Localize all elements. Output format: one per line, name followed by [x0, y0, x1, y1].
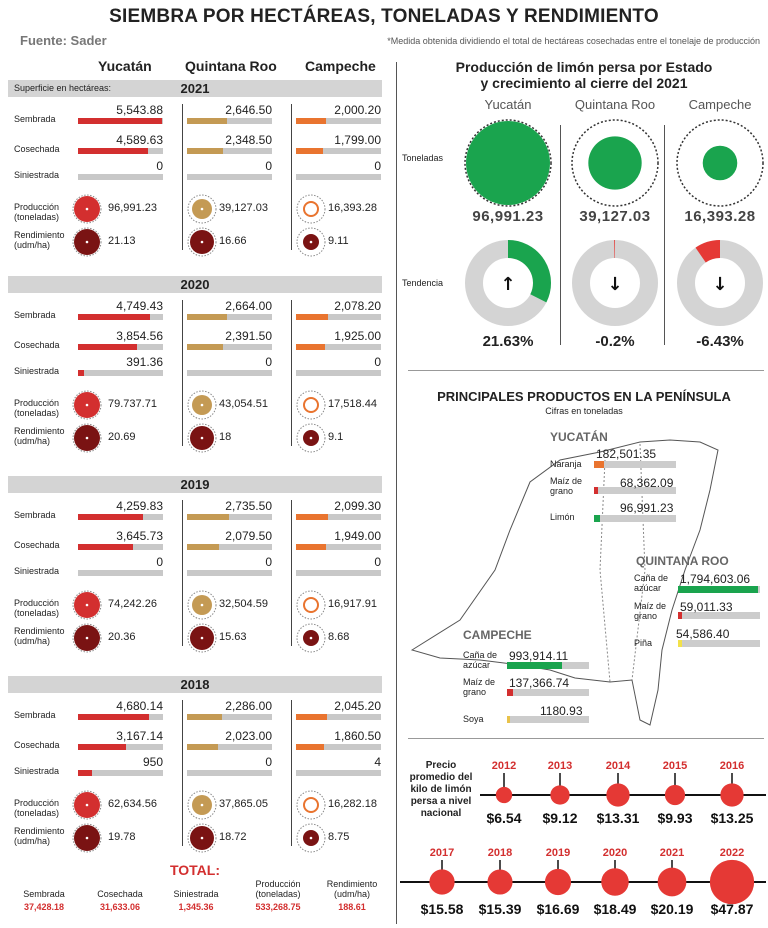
value-rendimiento-quintana-roo: 15.63 — [219, 631, 247, 643]
circle-icons-campeche — [296, 790, 326, 854]
row-label-produccion-unit: (toneladas) — [14, 212, 60, 222]
product-value: 54,586.40 — [676, 627, 730, 641]
bar-cosechada-yucatan — [78, 544, 133, 550]
region-name: CAMPECHE — [463, 628, 532, 642]
column-divider — [182, 300, 183, 446]
price-title-line1: Precio — [425, 760, 457, 771]
total-label: Producción (toneladas) — [255, 879, 301, 899]
column-divider — [182, 700, 183, 846]
price-year-label: 2014 — [605, 760, 631, 772]
bar-siniestrada-yucatan — [78, 370, 84, 376]
price-year-label: 2020 — [602, 847, 628, 859]
row-label-siniestrada: Siniestrada — [14, 766, 60, 776]
value-sembrada-quintana-roo: 2,286.00 — [225, 699, 272, 713]
rendimiento-dot — [86, 837, 89, 840]
center-divider — [396, 62, 397, 924]
price-year-label: 2022 — [719, 847, 745, 859]
circle-icons-quintana-roo — [187, 590, 217, 654]
price-title-line5: nacional — [420, 808, 462, 819]
total-label: Rendimiento (udm/ha) — [326, 879, 378, 899]
value-rendimiento-campeche: 8.68 — [328, 631, 350, 643]
produccion-dot — [310, 604, 313, 607]
value-siniestrada-campeche: 0 — [374, 555, 381, 569]
value-sembrada-quintana-roo: 2,735.50 — [225, 499, 272, 513]
rendimiento-dot — [86, 241, 89, 244]
year-header-bar — [8, 80, 382, 97]
price-year-label: 2017 — [429, 847, 455, 859]
year-label: 2021 — [180, 81, 210, 96]
production-title-line2: y crecimiento al cierre del 2021 — [480, 75, 688, 91]
price-value-label: $13.25 — [710, 810, 754, 826]
tendencia-campeche: -6.43% — [696, 333, 744, 350]
state-label-campeche: Campeche — [688, 97, 752, 112]
bar-sembrada-campeche — [296, 118, 326, 124]
price-value-label: $13.31 — [596, 810, 640, 826]
bar-track — [296, 570, 381, 576]
price-year-label: 2015 — [662, 760, 688, 772]
price-year-label: 2013 — [547, 760, 573, 772]
column-divider — [291, 500, 292, 646]
bar-cosechada-yucatan — [78, 148, 148, 154]
bar-cosechada-campeche — [296, 744, 324, 750]
row-label-produccion-unit: (toneladas) — [14, 608, 60, 618]
row-label-sembrada: Sembrada — [14, 310, 56, 320]
circle-icons-yucatan — [72, 790, 102, 854]
bar-cosechada-campeche — [296, 544, 326, 550]
bar-cosechada-campeche — [296, 344, 325, 350]
row-label-rendimiento: Rendimiento — [14, 230, 65, 240]
tendencia-arrow-quintana-roo: ↓ — [607, 274, 623, 295]
production-circles-chart — [400, 118, 768, 348]
value-cosechada-quintana-roo: 2,391.50 — [225, 329, 272, 343]
toneladas-campeche: 16,393.28 — [684, 208, 756, 225]
state-label-quintana-roo: Quintana Roo — [574, 97, 656, 112]
rendimiento-dot — [310, 837, 313, 840]
bar-sembrada-quintana-roo — [187, 714, 222, 720]
price-title-line4: persa a nivel — [410, 796, 472, 807]
row-label-rendimiento: Rendimiento — [14, 826, 65, 836]
right-separator-1 — [408, 370, 764, 371]
product-label: Soya — [463, 714, 484, 724]
price-value-label: $47.87 — [710, 901, 754, 917]
product-bar — [594, 515, 600, 522]
row-label-cosechada: Cosechada — [14, 144, 60, 154]
value-siniestrada-quintana-roo: 0 — [265, 355, 272, 369]
column-divider — [182, 104, 183, 250]
year-header-bar — [8, 676, 382, 693]
surface-label: Superficie en hectáreas: — [14, 83, 112, 93]
price-title-line3: kilo de limón — [410, 784, 472, 795]
bar-sembrada-campeche — [296, 714, 327, 720]
tendencia-yucatan: 21.63% — [482, 333, 534, 350]
row-label-cosechada: Cosechada — [14, 340, 60, 350]
row-label-sembrada: Sembrada — [14, 510, 56, 520]
value-sembrada-yucatan: 4,259.83 — [116, 499, 163, 513]
rendimiento-dot — [201, 837, 204, 840]
bar-track — [78, 370, 163, 376]
value-sembrada-quintana-roo: 2,664.00 — [225, 299, 272, 313]
value-produccion-quintana-roo: 43,054.51 — [219, 398, 268, 410]
value-sembrada-quintana-roo: 2,646.50 — [225, 103, 272, 117]
circle-icons-yucatan — [72, 590, 102, 654]
value-cosechada-yucatan: 3,167.14 — [116, 729, 163, 743]
rendimiento-dot — [86, 437, 89, 440]
bar-sembrada-quintana-roo — [187, 514, 229, 520]
tendencia-arrow-campeche: ↓ — [712, 274, 728, 295]
product-label: Caña de azúcar — [634, 573, 669, 593]
total-value: 31,633.06 — [99, 902, 141, 912]
bar-track — [187, 770, 272, 776]
price-timeline-chart — [400, 745, 768, 925]
col-header-yucatan: Yucatán — [98, 58, 152, 74]
product-bar-track — [594, 461, 676, 468]
product-value: 1180.93 — [540, 704, 583, 718]
product-value: 137,366.74 — [509, 676, 570, 690]
circle-icons-quintana-roo — [187, 194, 217, 258]
product-label: Limón — [550, 512, 575, 522]
region-name: QUINTANA ROO — [636, 554, 729, 568]
year-header-bar — [8, 476, 382, 493]
rendimiento-dot — [86, 637, 89, 640]
value-siniestrada-yucatan: 0 — [156, 159, 163, 173]
row-label-siniestrada: Siniestrada — [14, 566, 60, 576]
product-value: 96,991.23 — [620, 501, 674, 515]
value-rendimiento-campeche: 8.75 — [328, 831, 350, 843]
row-label-rendimiento: Rendimiento — [14, 626, 65, 636]
product-label: Naranja — [550, 459, 582, 469]
column-divider — [291, 104, 292, 250]
year-label: 2020 — [180, 277, 210, 292]
product-label: Maíz de grano — [634, 601, 667, 621]
toneladas-circle-campeche — [703, 146, 738, 181]
toneladas-quintana-roo: 39,127.03 — [579, 208, 651, 225]
value-rendimiento-quintana-roo: 16.66 — [219, 235, 247, 247]
price-year-label: 2012 — [491, 760, 517, 772]
value-siniestrada-quintana-roo: 0 — [265, 755, 272, 769]
produccion-dot — [310, 804, 313, 807]
value-rendimiento-yucatan: 20.36 — [108, 631, 136, 643]
price-value-label: $15.39 — [478, 901, 522, 917]
tendencia-arc-campeche — [701, 249, 720, 255]
value-rendimiento-quintana-roo: 18 — [219, 431, 232, 443]
row-label-rendimiento-unit: (udm/ha) — [14, 436, 51, 446]
bar-sembrada-yucatan — [78, 714, 149, 720]
value-cosechada-campeche: 1,949.00 — [334, 529, 381, 543]
price-dot — [665, 785, 685, 805]
product-bar-track — [678, 640, 760, 647]
value-cosechada-yucatan: 3,854.56 — [116, 329, 163, 343]
value-cosechada-yucatan: 3,645.73 — [116, 529, 163, 543]
bar-track — [78, 570, 163, 576]
product-value: 182,501.35 — [596, 447, 657, 461]
row-label-rendimiento-unit: (udm/ha) — [14, 836, 51, 846]
rendimiento-dot — [310, 241, 313, 244]
row-label-produccion: Producción — [14, 398, 60, 408]
value-rendimiento-quintana-roo: 18.72 — [219, 831, 247, 843]
year-header-bar — [8, 276, 382, 293]
year-label: 2018 — [180, 677, 210, 692]
total-value: 188.61 — [338, 902, 366, 912]
produccion-dot — [86, 804, 89, 807]
price-year-label: 2021 — [659, 847, 685, 859]
value-siniestrada-campeche: 0 — [374, 355, 381, 369]
product-bar-track — [507, 689, 589, 696]
row-label-tendencia: Tendencia — [402, 278, 444, 288]
row-label-sembrada: Sembrada — [14, 114, 56, 124]
total-value: 533,268.75 — [255, 902, 301, 912]
row-label-rendimiento-unit: (udm/ha) — [14, 240, 51, 250]
price-value-label: $16.69 — [536, 901, 580, 917]
row-label-cosechada: Cosechada — [14, 740, 60, 750]
row-label-siniestrada: Siniestrada — [14, 366, 60, 376]
produccion-dot — [201, 208, 204, 211]
circle-icons-campeche — [296, 194, 326, 258]
bar-sembrada-yucatan — [78, 118, 162, 124]
value-cosechada-quintana-roo: 2,079.50 — [225, 529, 272, 543]
product-label: Caña de azúcar — [463, 650, 498, 670]
value-cosechada-campeche: 1,799.00 — [334, 133, 381, 147]
price-dot — [429, 869, 454, 894]
total-value: 1,345.36 — [178, 902, 214, 912]
value-produccion-yucatan: 79.737.71 — [108, 398, 157, 410]
bar-cosechada-quintana-roo — [187, 744, 218, 750]
products-title: PRINCIPALES PRODUCTOS EN LA PENÍNSULA — [437, 389, 731, 404]
col-header-campeche: Campeche — [305, 58, 376, 74]
price-value-label: $9.12 — [542, 810, 578, 826]
row-label-produccion-unit: (toneladas) — [14, 408, 60, 418]
bar-cosechada-quintana-roo — [187, 344, 223, 350]
produccion-dot — [310, 404, 313, 407]
right-separator-2 — [408, 738, 764, 739]
bar-track — [187, 370, 272, 376]
produccion-dot — [86, 404, 89, 407]
value-produccion-campeche: 16,917.91 — [328, 598, 377, 610]
production-title-line1: Producción de limón persa por Estado — [455, 59, 713, 75]
produccion-dot — [201, 804, 204, 807]
source-label: Fuente: Sader — [20, 33, 107, 48]
bar-sembrada-campeche — [296, 314, 328, 320]
rendimiento-dot — [201, 637, 204, 640]
toneladas-circle-quintana-roo — [588, 136, 641, 189]
row-label-toneladas: Toneladas — [402, 153, 444, 163]
state-label-yucatan: Yucatán — [484, 97, 532, 112]
column-divider — [182, 500, 183, 646]
value-siniestrada-campeche: 4 — [374, 755, 381, 769]
product-bar — [507, 689, 513, 696]
product-value: 59,011.33 — [680, 600, 733, 614]
row-label-produccion: Producción — [14, 598, 60, 608]
bar-sembrada-quintana-roo — [187, 118, 227, 124]
bar-cosechada-quintana-roo — [187, 544, 219, 550]
product-bar — [507, 662, 562, 669]
price-value-label: $6.54 — [486, 810, 522, 826]
bar-sembrada-quintana-roo — [187, 314, 227, 320]
price-value-label: $15.58 — [420, 901, 464, 917]
tendencia-quintana-roo: -0.2% — [595, 333, 635, 350]
product-bar — [507, 716, 510, 723]
value-siniestrada-yucatan: 0 — [156, 555, 163, 569]
row-label-siniestrada: Siniestrada — [14, 170, 60, 180]
toneladas-circle-yucatan — [466, 121, 550, 205]
circle-icons-quintana-roo — [187, 790, 217, 854]
value-produccion-campeche: 17,518.44 — [328, 398, 377, 410]
circle-icons-campeche — [296, 390, 326, 454]
column-divider — [291, 300, 292, 446]
product-bar — [594, 487, 598, 494]
rendimiento-dot — [201, 437, 204, 440]
price-value-label: $9.93 — [657, 810, 693, 826]
rendimiento-dot — [310, 637, 313, 640]
bar-track — [187, 174, 272, 180]
value-cosechada-campeche: 1,860.50 — [334, 729, 381, 743]
price-year-label: 2018 — [487, 847, 513, 859]
produccion-dot — [201, 604, 204, 607]
value-rendimiento-campeche: 9.1 — [328, 431, 344, 443]
product-bar — [594, 461, 604, 468]
total-label: Siniestrada — [173, 889, 219, 899]
product-label: Maíz de grano — [550, 476, 583, 496]
value-cosechada-quintana-roo: 2,348.50 — [225, 133, 272, 147]
row-label-produccion: Producción — [14, 798, 60, 808]
circle-icons-quintana-roo — [187, 390, 217, 454]
total-label: Sembrada — [23, 889, 65, 899]
year-label: 2019 — [180, 477, 210, 492]
tendencia-arrow-yucatan: ↑ — [500, 274, 516, 295]
value-cosechada-yucatan: 4,589.63 — [116, 133, 163, 147]
product-value: 68,362.09 — [620, 476, 674, 490]
circle-icons-campeche — [296, 590, 326, 654]
product-bar — [678, 640, 682, 647]
product-label: Maíz de grano — [463, 677, 496, 697]
total-label: Cosechada — [97, 889, 143, 899]
value-siniestrada-quintana-roo: 0 — [265, 555, 272, 569]
price-year-label: 2016 — [719, 760, 745, 772]
price-dot — [545, 869, 571, 895]
bar-track — [296, 770, 381, 776]
price-value-label: $20.19 — [650, 901, 694, 917]
value-siniestrada-quintana-roo: 0 — [265, 159, 272, 173]
value-rendimiento-yucatan: 19.78 — [108, 831, 136, 843]
circle-icons-yucatan — [72, 194, 102, 258]
value-sembrada-campeche: 2,078.20 — [334, 299, 381, 313]
footnote: *Medida obtenida dividiendo el total de hectáreas cosechadas entre el tonelaje de producción — [387, 36, 760, 46]
produccion-dot — [201, 404, 204, 407]
row-label-rendimiento-unit: (udm/ha) — [14, 636, 51, 646]
bar-cosechada-yucatan — [78, 344, 137, 350]
product-bar-track — [594, 515, 676, 522]
bar-cosechada-campeche — [296, 148, 323, 154]
toneladas-yucatan: 96,991.23 — [472, 208, 544, 225]
price-dot — [487, 869, 512, 894]
product-value: 1,794,603.06 — [680, 572, 751, 586]
col-header-quintana-roo: Quintana Roo — [185, 58, 277, 74]
rendimiento-dot — [310, 437, 313, 440]
value-cosechada-campeche: 1,925.00 — [334, 329, 381, 343]
totals-title: TOTAL: — [169, 862, 221, 878]
value-produccion-yucatan: 96,991.23 — [108, 202, 157, 214]
value-sembrada-campeche: 2,045.20 — [334, 699, 381, 713]
produccion-dot — [86, 208, 89, 211]
production-title — [400, 59, 768, 91]
bar-sembrada-yucatan — [78, 514, 143, 520]
row-label-produccion-unit: (toneladas) — [14, 808, 60, 818]
row-label-produccion: Producción — [14, 202, 60, 212]
value-produccion-yucatan: 74,242.26 — [108, 598, 157, 610]
products-subtitle: Cifras en toneladas — [545, 406, 623, 416]
price-dot — [710, 860, 754, 904]
value-cosechada-quintana-roo: 2,023.00 — [225, 729, 272, 743]
bar-sembrada-campeche — [296, 514, 328, 520]
product-value: 993,914.11 — [509, 649, 569, 663]
value-sembrada-yucatan: 4,749.43 — [116, 299, 163, 313]
value-rendimiento-campeche: 9.11 — [328, 235, 349, 247]
column-divider — [291, 700, 292, 846]
value-produccion-campeche: 16,282.18 — [328, 798, 377, 810]
total-value: 37,428.18 — [23, 902, 65, 912]
price-dot — [720, 783, 743, 806]
value-siniestrada-campeche: 0 — [374, 159, 381, 173]
row-label-cosechada: Cosechada — [14, 540, 60, 550]
price-dot — [601, 868, 629, 896]
value-produccion-campeche: 16,393.28 — [328, 202, 377, 214]
price-dot — [606, 783, 629, 806]
product-bar — [678, 586, 758, 593]
price-value-label: $18.49 — [593, 901, 637, 917]
rendimiento-dot — [201, 241, 204, 244]
region-name: YUCATÁN — [550, 430, 608, 444]
value-sembrada-campeche: 2,000.20 — [334, 103, 381, 117]
value-siniestrada-yucatan: 950 — [142, 755, 163, 769]
value-rendimiento-yucatan: 21.13 — [108, 235, 136, 247]
produccion-dot — [310, 208, 313, 211]
produccion-dot — [86, 604, 89, 607]
price-dot — [550, 785, 569, 804]
value-sembrada-yucatan: 4,680.14 — [116, 699, 163, 713]
price-title-line2: promedio del — [409, 772, 473, 783]
bar-track — [296, 370, 381, 376]
bar-track — [187, 570, 272, 576]
price-year-label: 2019 — [545, 847, 571, 859]
bar-track — [296, 174, 381, 180]
value-sembrada-yucatan: 5,543.88 — [116, 103, 163, 117]
value-produccion-quintana-roo: 39,127.03 — [219, 202, 268, 214]
price-dot — [658, 868, 687, 897]
value-produccion-yucatan: 62,634.56 — [108, 798, 157, 810]
product-label: Piña — [634, 638, 653, 648]
bar-track — [78, 174, 163, 180]
bar-sembrada-yucatan — [78, 314, 150, 320]
value-produccion-quintana-roo: 37,865.05 — [219, 798, 268, 810]
bar-cosechada-yucatan — [78, 744, 126, 750]
value-sembrada-campeche: 2,099.30 — [334, 499, 381, 513]
circle-icons-yucatan — [72, 390, 102, 454]
bar-siniestrada-yucatan — [78, 770, 92, 776]
row-label-rendimiento: Rendimiento — [14, 426, 65, 436]
value-siniestrada-yucatan: 391.36 — [126, 355, 163, 369]
row-label-sembrada: Sembrada — [14, 710, 56, 720]
infographic-title: SIEMBRA POR HECTÁREAS, TONELADAS Y RENDIMIENTO — [109, 6, 659, 27]
bar-cosechada-quintana-roo — [187, 148, 223, 154]
value-produccion-quintana-roo: 32,504.59 — [219, 598, 268, 610]
price-dot — [496, 787, 512, 803]
value-rendimiento-yucatan: 20.69 — [108, 431, 136, 443]
